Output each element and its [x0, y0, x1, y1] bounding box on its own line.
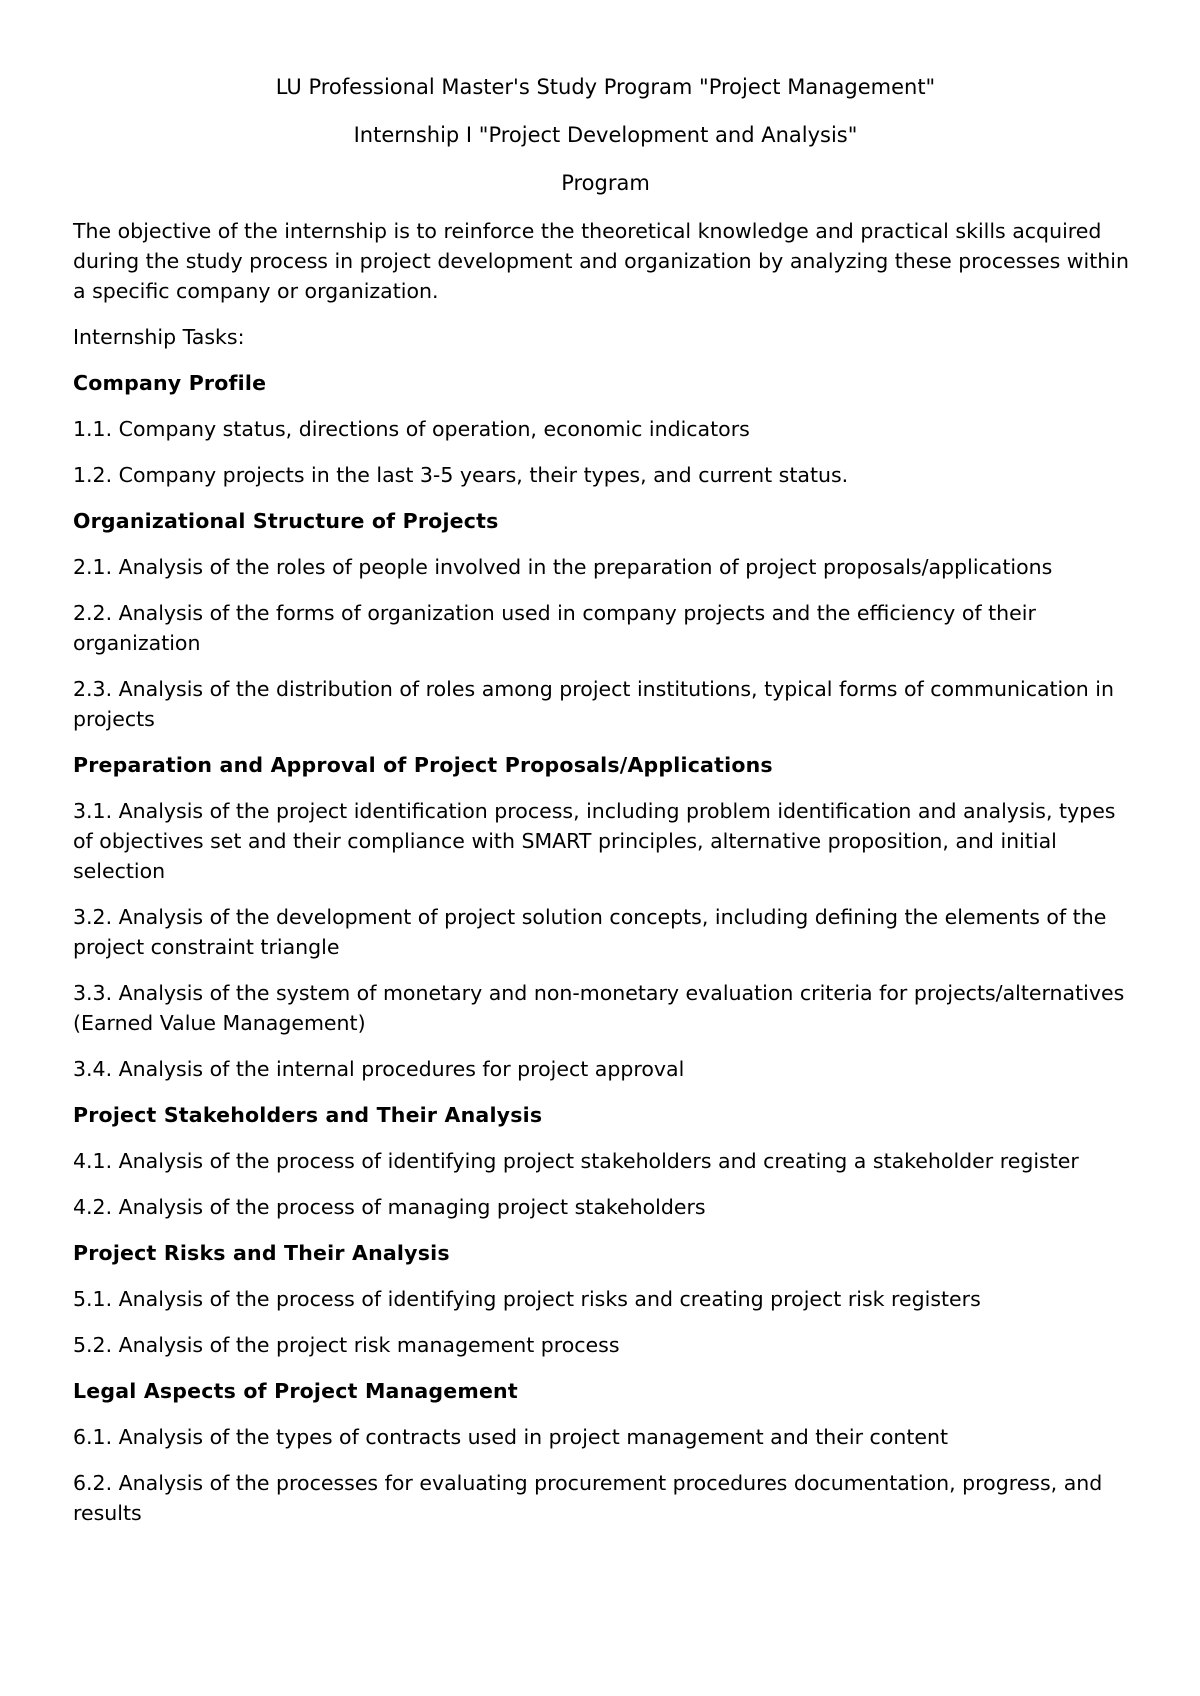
section-heading: Project Stakeholders and Their Analysis	[73, 1103, 543, 1127]
section-stakeholders	[73, 1100, 1138, 1222]
task-item: 5.2. Analysis of the project risk management process	[73, 1333, 620, 1357]
task-item: 3.4. Analysis of the internal procedures for project approval	[73, 1057, 685, 1081]
task-item: 4.2. Analysis of the process of managing project stakeholders	[73, 1195, 706, 1219]
document-program-label: Program	[561, 171, 650, 195]
document-subtitle: Internship I "Project Development and Analysis"	[353, 123, 858, 147]
intro-paragraph: The objective of the internship is to reinforce the theoretical knowledge and practical skills acquired during the study process in project development and organization by analyzing these processes within a specific company or organization.	[73, 219, 1129, 303]
section-heading: Company Profile	[73, 371, 267, 395]
task-item: 4.1. Analysis of the process of identifying project stakeholders and creating a stakeholder register	[73, 1149, 1079, 1173]
task-item: 6.2. Analysis of the processes for evaluating procurement procedures documentation, progress, and results	[73, 1471, 1103, 1525]
section-heading: Organizational Structure of Projects	[73, 509, 499, 533]
section-heading: Legal Aspects of Project Management	[73, 1379, 518, 1403]
section-company-profile	[73, 368, 1138, 490]
task-item: 5.1. Analysis of the process of identifying project risks and creating project risk registers	[73, 1287, 981, 1311]
section-heading: Project Risks and Their Analysis	[73, 1241, 450, 1265]
task-item: 1.1. Company status, directions of operation, economic indicators	[73, 417, 750, 441]
task-item: 2.2. Analysis of the forms of organization used in company projects and the efficiency of their organization	[73, 601, 1036, 655]
section-preparation-approval	[73, 750, 1138, 1084]
task-item: 3.3. Analysis of the system of monetary and non-monetary evaluation criteria for projects/alternatives (Earned Value Management)	[73, 981, 1125, 1035]
task-item: 2.1. Analysis of the roles of people involved in the preparation of project proposals/applications	[73, 555, 1053, 579]
task-item: 2.3. Analysis of the distribution of roles among project institutions, typical forms of communication in projects	[73, 677, 1114, 731]
task-item: 6.1. Analysis of the types of contracts used in project management and their content	[73, 1425, 949, 1449]
document-body	[73, 72, 1138, 1544]
task-item: 3.2. Analysis of the development of project solution concepts, including defining the elements of the project constraint triangle	[73, 905, 1107, 959]
task-item: 1.2. Company projects in the last 3-5 years, their types, and current status.	[73, 463, 849, 487]
section-legal-aspects	[73, 1376, 1138, 1528]
tasks-label: Internship Tasks:	[73, 325, 245, 349]
section-organizational-structure	[73, 506, 1138, 734]
section-risks	[73, 1238, 1138, 1360]
document-title: LU Professional Master's Study Program "Project Management"	[275, 75, 936, 99]
section-heading: Preparation and Approval of Project Proposals/Applications	[73, 753, 773, 777]
task-item: 3.1. Analysis of the project identification process, including problem identification and analysis, types of objectives set and their compliance with SMART principles, alternative proposition, and initial selection	[73, 799, 1116, 883]
